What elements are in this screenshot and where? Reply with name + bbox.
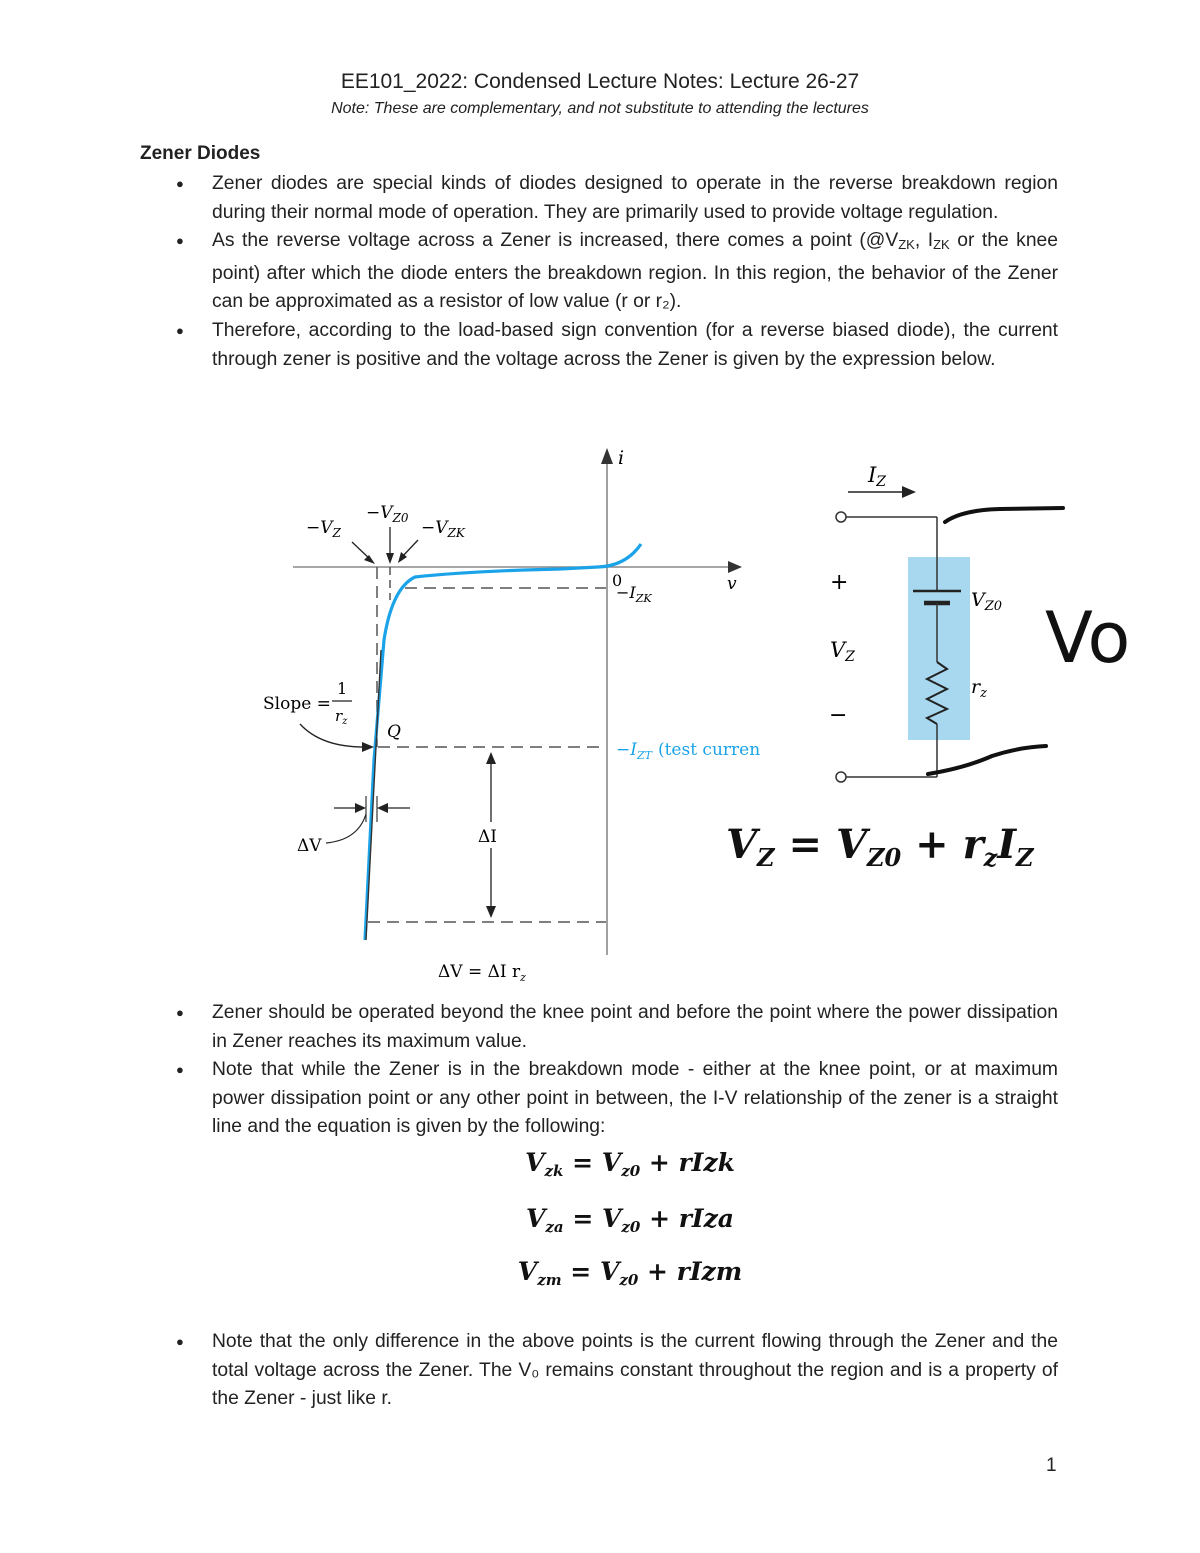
- equation-a: $V_{za} = V_{z0}$ + rIza: [525, 1204, 734, 1236]
- document-title: EE101_2022: Condensed Lecture Notes: Lecture 26-27: [340, 70, 860, 93]
- bullet-item: ● Note that the only difference in the above points is the current flowing through the Zener and the total voltage across the Zener. The V₀ remains constant throughout the region and is a property of the Zener - just like r.: [170, 1328, 1058, 1414]
- handwritten-bottom-stroke: [928, 746, 1046, 774]
- slope-denominator: $r_z$: [335, 707, 348, 727]
- bullet-item: ● Therefore, according to the load-based sign convention (for a reverse biased diode), the current through zener is positive and the voltage across the Zener is given by the expression below.: [170, 317, 1058, 374]
- iz-current-arrowhead: [902, 486, 916, 498]
- equation-max: $V_{zm} = V_{z0}$ + rIzm: [517, 1257, 743, 1289]
- plus-sign: +: [830, 570, 849, 595]
- i-axis-label: i: [618, 447, 625, 469]
- izk-label: $-I_{ZK}$: [616, 583, 652, 605]
- delta-v-label: ΔV: [297, 836, 322, 856]
- minus-sign: −: [829, 703, 848, 728]
- page-number: 1: [1046, 1455, 1057, 1476]
- bullet-item: ● Zener diodes are special kinds of diodes designed to operate in the reverse breakdown region during their normal mode of operation. They are primarily used to provide voltage regulation.: [170, 170, 1058, 227]
- slope-numerator: 1: [337, 679, 348, 698]
- bullet-item: ● Zener should be operated beyond the knee point and before the point where the power dissipation in Zener reaches its maximum value.: [170, 999, 1058, 1056]
- origin-label: 0: [612, 571, 623, 590]
- delta-i-label: ΔI: [478, 827, 497, 847]
- rz-resistor-label: $r_z$: [971, 676, 987, 701]
- bottom-terminal: [836, 772, 846, 782]
- izt-label: $-I_{ZT}$ (test curren: [616, 740, 761, 762]
- subscript: ZK: [933, 237, 950, 253]
- equation-knee: $V_{zk} = V_{z0}$ + rIzk: [525, 1148, 735, 1180]
- neg-vz-label: $-V_Z$: [306, 518, 341, 540]
- neg-vzk-label: $-V_{ZK}$: [421, 518, 465, 540]
- section-heading: Zener Diodes: [140, 143, 261, 164]
- slope-label: Slope =: [263, 694, 331, 714]
- bullet-text: or the knee point) after which the diode enters the breakdown region. In this region, the behavior of the Zener can be approximated as a resistor of low value (r or r₂).: [212, 230, 1058, 313]
- vz0-source-label: $V_{Z0}$: [971, 589, 1003, 614]
- subscript: ZK: [898, 237, 915, 253]
- neg-vz0-label: $-V_{Z0}$: [366, 503, 409, 525]
- document-note: Note: These are complementary, and not substitute to attending the lectures: [331, 100, 869, 117]
- zener-voltage-formula: $V_Z = V_{Z0} + r_zI_Z$: [726, 821, 1034, 872]
- bullet-list-bottom: [170, 1328, 1058, 1414]
- bullet-text: , I: [914, 230, 934, 252]
- vz-terminal-label: VZ: [830, 638, 855, 665]
- v-axis-label: v: [727, 574, 737, 594]
- top-terminal: [836, 512, 846, 522]
- bullet-list-middle: [170, 999, 1058, 1142]
- q-point-label: Q: [387, 722, 401, 742]
- bullet-item: ● Note that while the Zener is in the breakdown mode - either at the knee point, or at maximum power dissipation point or any other point in between, the I-V relationship of the zener is a straight line and the equation is given by the following:: [170, 1056, 1058, 1142]
- bullet-text: As the reverse voltage across a Zener is increased, there comes a point (@V: [212, 230, 899, 252]
- handwritten-top-stroke: [945, 508, 1063, 522]
- iz-current-label: IZ: [868, 463, 887, 490]
- handwritten-vo: Vo: [1045, 597, 1131, 679]
- delta-v-caption: ΔV = ΔI $r_z$: [438, 962, 526, 984]
